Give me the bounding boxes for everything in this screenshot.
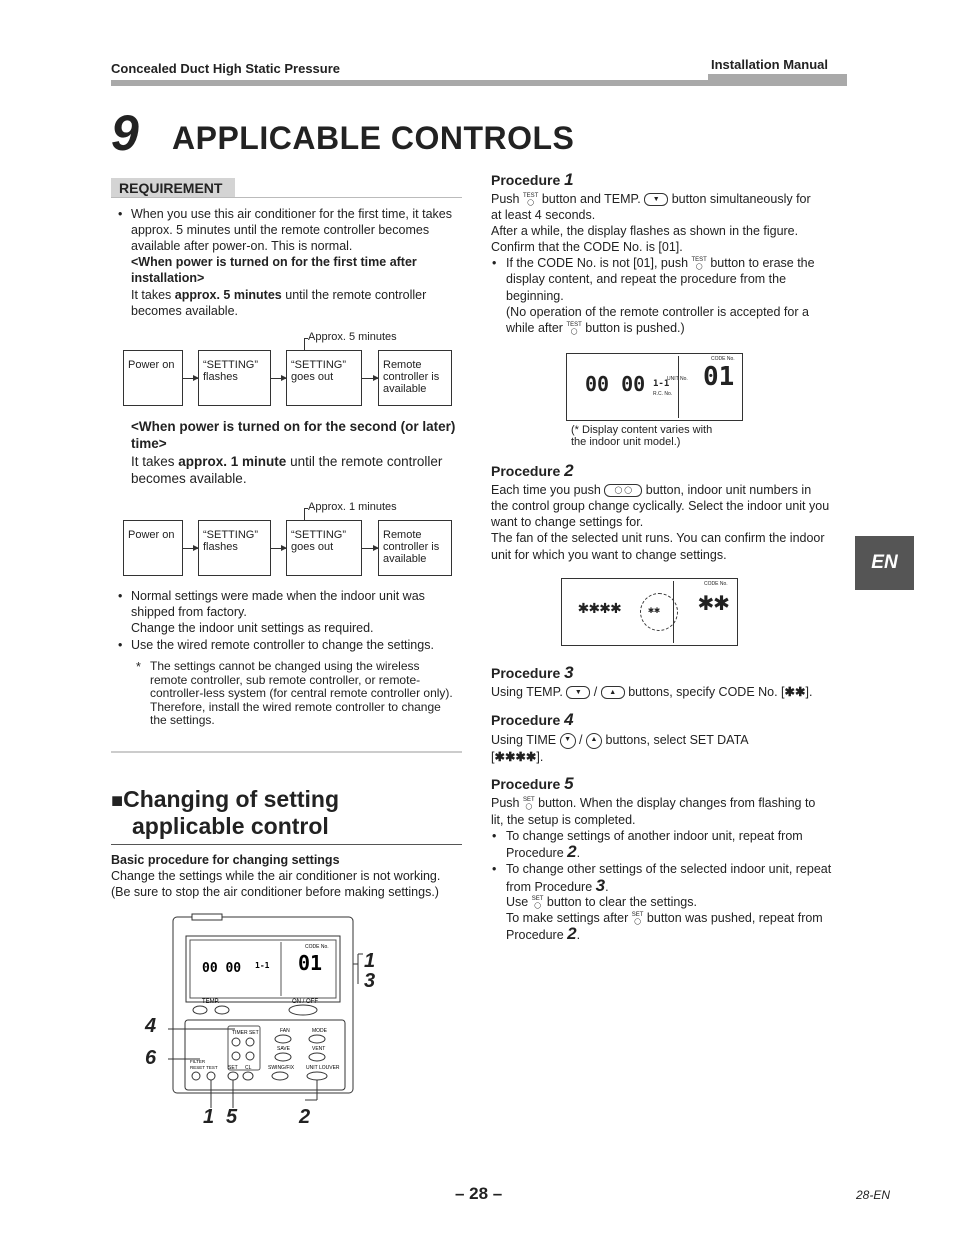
flow1-box-flashes: “SETTING” flashes [198,350,271,406]
header-bar [111,80,847,86]
callout-6: 6 [145,1047,157,1069]
requirement-bullet-2a: Normal settings were made when the indoor unit was shipped from factory. [131,589,425,619]
bullet-dot: • [492,829,497,843]
callout-1-bottom: 1 [203,1106,215,1128]
requirement-note: The settings cannot be changed using the wireless remote controller, sub remote controller, or remote-controller-less system (for central remote controller only). Therefore, install the wired remote controller to change the settings. [150,659,453,727]
page-code: 28-EN [856,1188,891,1202]
flow1-arrow-1 [183,378,198,379]
procedure-5-line-2: lit, the setup is completed. [491,813,636,827]
lcd-unit-no: UNIT No. [667,376,688,382]
flow2-bracket-tick [304,508,308,509]
set-button-icon: SET ◯ [531,895,544,909]
note-asterisk: * [136,660,141,674]
flow2-approx: Approx. 1 minutes [308,501,397,513]
procedure-1-bullet-e: while after TEST ◯ button is pushed.) [506,321,685,335]
svg-text:01: 01 [298,951,323,975]
header-bar-tab [708,74,847,80]
flow1-arrow-2 [271,378,286,379]
lcd-stars-left: ✱✱✱✱ [578,597,622,618]
svg-text:FAN: FAN [280,1028,290,1034]
procedure-2-line-5: unit for which you want to change settings. [491,548,727,562]
flow1-approx: Approx. 5 minutes [308,331,397,343]
procedure-5-heading: Procedure 5 [491,774,574,793]
flow2-box-power-on: Power on [123,520,183,576]
requirement-bullet-2b: Change the indoor unit settings as required. [131,621,374,635]
svg-text:00 00: 00 00 [202,961,242,976]
procedure-1-bullet-a: If the CODE No. is not [01], push TEST ◯ button to erase the [506,256,815,270]
svg-text:UNIT LOUVER: UNIT LOUVER [306,1065,340,1071]
lcd-unit-stars: ✱✱ [648,605,661,616]
basic-procedure-heading: Basic procedure for changing settings [111,853,340,867]
procedure-1-bullet-b: display content, and repeat the procedure from the [506,272,787,286]
doc-header-right: Installation Manual [711,57,829,72]
test-button-icon: TEST ◯ [522,192,539,206]
lcd-code-value: 01 [703,362,735,392]
bullet-dot: • [118,207,123,221]
flow2-arrow-1 [183,548,198,549]
procedure-5-bullet-2b: from Procedure 3. [506,876,609,895]
basic-procedure-text-2: (Be sure to stop the air conditioner before making settings.) [111,885,439,899]
flow2-box-available: Remote controller is available [378,520,452,576]
temp-down-icon: ▼ [566,686,590,699]
callout-4: 4 [145,1015,157,1037]
changing-underline [111,844,462,845]
svg-text:MODE: MODE [312,1028,327,1034]
temp-down-icon: ▼ [644,193,668,206]
svg-text:CODE No.: CODE No. [305,944,329,950]
procedure-1-line-3: After a while, the display flashes as shown in the figure. [491,224,799,238]
lcd-display-1 [566,353,743,421]
procedure-5-bullet-2e: Procedure 2. [506,924,581,943]
lcd-code-stars: ✱✱ [698,587,730,617]
procedure-2-line-3: want to change settings for. [491,515,644,529]
svg-text:SET: SET [228,1065,238,1071]
lcd-digits-left: 00 00 [585,372,646,396]
first-power-text: It takes approx. 5 minutes until the remote controller becomes available. [131,288,427,318]
procedure-1-bullet-c: beginning. [506,289,564,303]
lcd-note: (* Display content varies with the indoor unit model.) [571,424,713,448]
lcd-unit-digits: 1-1 [653,379,670,389]
procedure-5-bullet-2c: Use SET ◯ button to clear the settings. [506,895,697,909]
flow1-arrow-3 [362,378,378,379]
set-button-icon: SET ◯ [631,911,644,925]
second-power-heading: <When power is turned on for the second (or later) time> [131,419,456,451]
requirement-underline [111,197,462,198]
time-up-icon: ▲ [586,733,602,749]
lcd-display-2 [561,578,738,646]
requirement-bullet-3: Use the wired remote controller to change the settings. [131,638,434,652]
procedure-1-bullet-d: (No operation of the remote controller is accepted for a [506,305,809,319]
svg-text:VENT: VENT [312,1046,326,1052]
time-down-icon: ▼ [560,733,576,749]
procedure-1-heading: Procedure 1 [491,170,574,189]
flow1-bracket [304,338,305,350]
procedure-5-bullet-1a: To change settings of another indoor unit, repeat from [506,829,803,843]
procedure-4-heading: Procedure 4 [491,710,574,729]
temp-up-icon: ▲ [601,686,625,699]
set-button-icon: SET ◯ [522,796,535,810]
doc-header-left: Concealed Duct High Static Pressure [111,61,341,76]
language-tab: EN [855,536,914,590]
section-divider [111,751,462,753]
flow1-box-available: Remote controller is available [378,350,452,406]
procedure-2-line-2: the control group change cyclically. Select the indoor unit you [491,499,830,513]
bullet-dot: • [118,589,123,603]
section-title: APPLICABLE CONTROLS [172,120,575,156]
flow1-bracket-tick [304,338,308,339]
test-button-icon: TEST ◯ [691,256,707,270]
procedure-3-heading: Procedure 3 [491,663,574,682]
callout-1-top: 1 [364,950,376,972]
callout-5: 5 [226,1106,238,1128]
svg-text:CL: CL [245,1065,252,1071]
lcd-code-no: CODE No. [704,581,728,587]
svg-text:TEMP.: TEMP. [202,999,220,1005]
procedure-5-bullet-1b: Procedure 2. [506,842,581,861]
bullet-dot: • [118,638,123,652]
procedure-1-line-1: Push TEST ◯ button and TEMP. ▼ button simultaneously for [491,192,811,206]
flow2-arrow-2 [271,548,286,549]
procedure-2-heading: Procedure 2 [491,461,574,480]
remote-controller-diagram [140,912,390,1132]
procedure-3-line: Using TEMP. ▼ / ▲ buttons, specify CODE No. [✱✱]. [491,685,813,699]
procedure-5-line-1: Push SET ◯ button. When the display changes from flashing to [491,796,816,810]
requirement-bullet-1: When you use this air conditioner for the first time, it takes approx. 5 minutes until the remote controller becomes available after power-on. This is normal. [131,207,452,253]
flow2-box-goes-out: “SETTING” goes out [286,520,362,576]
test-button-icon: TEST ◯ [566,321,582,335]
callout-3: 3 [364,970,376,992]
procedure-1-line-2: at least 4 seconds. [491,208,596,222]
unit-louver-button-icon: ◯ ◯ [604,484,642,497]
flow1-box-goes-out: “SETTING” goes out [286,350,362,406]
lcd-rc-no: R.C. No. [653,391,673,397]
flow2-arrow-3 [362,548,378,549]
changing-title: ■Changing of setting applicable control [111,786,340,839]
flow2-box-flashes: “SETTING” flashes [198,520,271,576]
bullet-dot: • [492,256,497,270]
lcd-code-no: CODE No. [711,356,735,362]
flow1-box-power-on: Power on [123,350,183,406]
svg-text:FILTER: FILTER [190,1059,206,1064]
svg-text:RESET TEST: RESET TEST [190,1065,218,1070]
svg-text:1-1: 1-1 [255,961,270,970]
procedure-4-line-1: Using TIME ▼ / ▲ buttons, select SET DATA [491,733,749,747]
page-number: – 28 – [455,1184,503,1203]
svg-text:TIMER SET: TIMER SET [232,1030,259,1036]
callout-2: 2 [299,1106,311,1128]
procedure-5-bullet-2d: To make settings after SET ◯ button was pushed, repeat from [506,911,823,925]
procedure-4-line-2: [✱✱✱✱]. [491,750,544,764]
second-power-text: It takes approx. 1 minute until the remote controller becomes available. [131,454,443,486]
procedure-2-line-4: The fan of the selected unit runs. You can confirm the indoor [491,531,825,545]
svg-text:ON / OFF: ON / OFF [292,999,318,1005]
first-power-heading: <When power is turned on for the first time after installation> [131,255,417,285]
section-number: 9 [111,105,139,161]
flow2-bracket [304,508,305,520]
bullet-dot: • [492,862,497,876]
basic-procedure-text-1: Change the settings while the air conditioner is not working. [111,869,441,883]
procedure-1-line-4: Confirm that the CODE No. is [01]. [491,240,683,254]
svg-text:SAVE: SAVE [277,1046,290,1052]
procedure-5-bullet-2a: To change other settings of the selected indoor unit, repeat [506,862,832,876]
requirement-label: REQUIREMENT [111,178,235,198]
procedure-2-line-1: Each time you push ◯ ◯ button, indoor unit numbers in [491,483,812,497]
svg-text:SWING/FIX: SWING/FIX [268,1065,295,1071]
lcd-divider [678,356,679,418]
